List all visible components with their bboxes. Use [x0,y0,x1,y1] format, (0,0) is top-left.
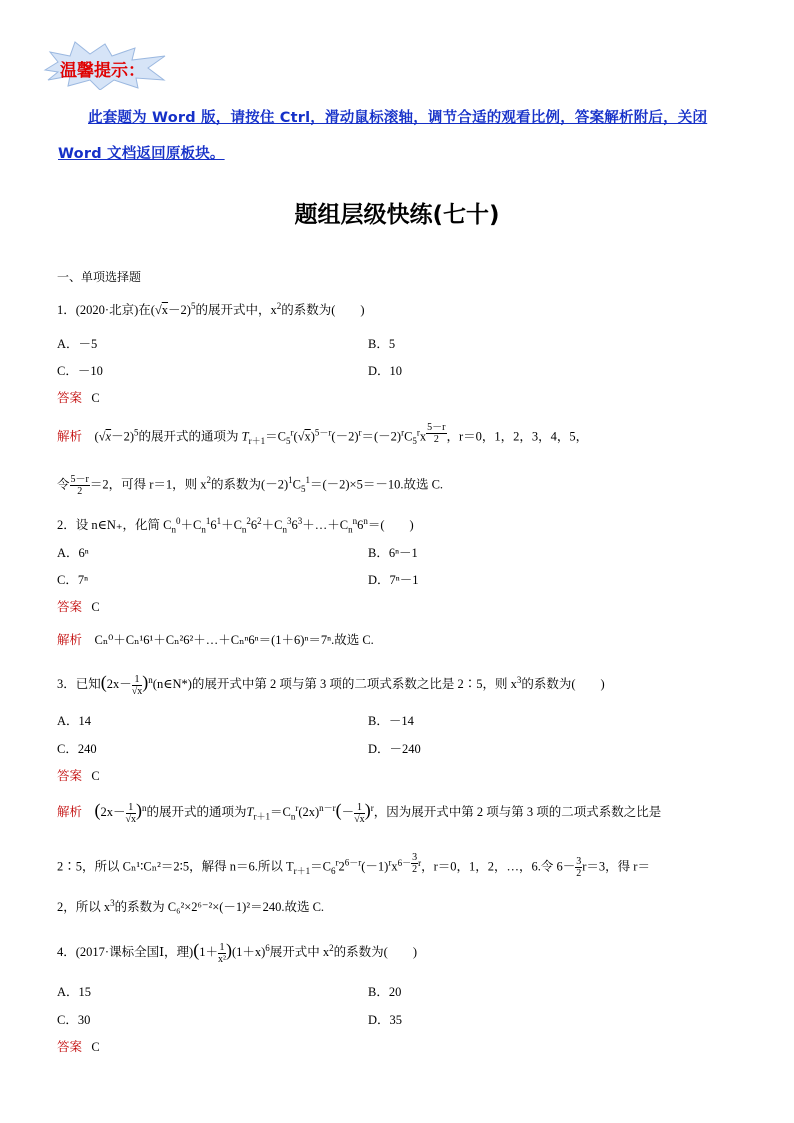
question-1-stem: 1．(2020·北京)在$(√x-2)^5$的展开式中，$x^2$的系数为( ) [57,300,365,317]
question-2-stem: 2．设 n∈N₊，化简 $C_n^0+C_n^16^1+C_n^26^2+C_n^36^3+\dots+C_n^n6^n=$( ) [57,515,414,535]
q2-option-c: C．7ⁿ [57,573,89,587]
q3-option-c: C．240 [57,742,97,756]
q2-answer: 答案 C [57,600,100,614]
section-heading: 一、单项选择题 [57,270,142,284]
question-3-stem: 3．已知(2x－ $\frac{1}{√x}$ )$^n$(n∈N*)的展开式中第 2 项与第 3 项的二项式系数之比是 2∶5，则 $x^3$的系数为( ) [57,672,605,697]
q4-answer: 答案 C [57,1040,100,1054]
q1-option-b: B．5 [368,337,396,351]
q3-answer: 答案 C [57,769,100,783]
q1-answer: 答案 C [57,391,100,405]
q3-option-a: A．14 [57,714,92,728]
tip-notice: 此套题为 Word 版，请按住 Ctrl，滑动鼠标滚轴，调节合适的观看比例，答案解析附后，关闭 Word 文档返回原板块。 [58,110,708,162]
q2-option-b: B．6ⁿ－1 [368,546,418,560]
q1-analysis-line1: 解析 $(√x-2)^5$的展开式的通项为 $T_{r+1}=C_5^r(√x)^{5-r}(-2)^r=(-2)^rC_5^rx$ $^{\frac{5-r}{2}}$ ，r＝0，1，2，3，4，5， [57,422,589,447]
q4-option-a: A．15 [57,985,92,999]
q3-analysis-line2: 2∶5，所以 Cₙ¹∶Cₙ²＝2∶5，解得 n＝6.所以 $T_{r+1}=C_6^r2^{6-r}(-1)^rx^{6- \frac{3}{2} r}$，r＝0，1，2，…，6.令 6－ $\frac{3}{2}$ r＝3，得 r＝ [57,852,650,880]
q3-analysis-line1: 解析 (2x－ $\frac{1}{√x}$ )$^n$的展开式的通项为$T_{r+1}=C_n^r(2x)^{n-r}(-$ $\frac{1}{√x}$ )$^r$，因为展开式中第 2 项与第 3 项的二项式系数之比是 [57,800,662,825]
q3-option-d: D．－240 [368,742,421,756]
q2-analysis: 解析 Cₙ⁰＋Cₙ¹6¹＋Cₙ²6²＋…＋Cₙⁿ6ⁿ＝(1＋6)ⁿ＝7ⁿ.故选 C. [57,633,374,647]
q1-option-c: C．－10 [57,364,103,378]
q1-option-a: A．－5 [57,337,98,351]
q1-analysis-line2: 令 $\frac{5-r}{2}$ ＝2，可得 r＝1，则 $x^2$的系数为$(-2)^1C_5^1=(-2)\times 5=-10$.故选 C. [57,474,444,497]
page-title: 题组层级快练(七十) [294,202,500,228]
analysis-label: 解析 [57,429,83,444]
q2-option-d: D．7ⁿ－1 [368,573,419,587]
q2-option-a: A．6ⁿ [57,546,89,560]
q4-option-b: B．20 [368,985,402,999]
question-4-stem: 4．(2017·课标全国Ⅰ，理)(1＋ $\frac{1}{\text{x²}}$ )$(1+x)^6$展开式中 $x^2$的系数为( ) [57,940,417,965]
q1-option-d: D．10 [368,364,403,378]
q3-option-b: B．－14 [368,714,414,728]
q4-option-c: C．30 [57,1013,91,1027]
q3-analysis-line3: 2，所以 $x^3$的系数为 C₆²×2⁶⁻²×(－1)²＝240.故选 C. [57,897,325,914]
q4-option-d: D．35 [368,1013,403,1027]
answer-label: 答案 [57,391,83,405]
tip-title: 温馨提示： [60,61,145,81]
